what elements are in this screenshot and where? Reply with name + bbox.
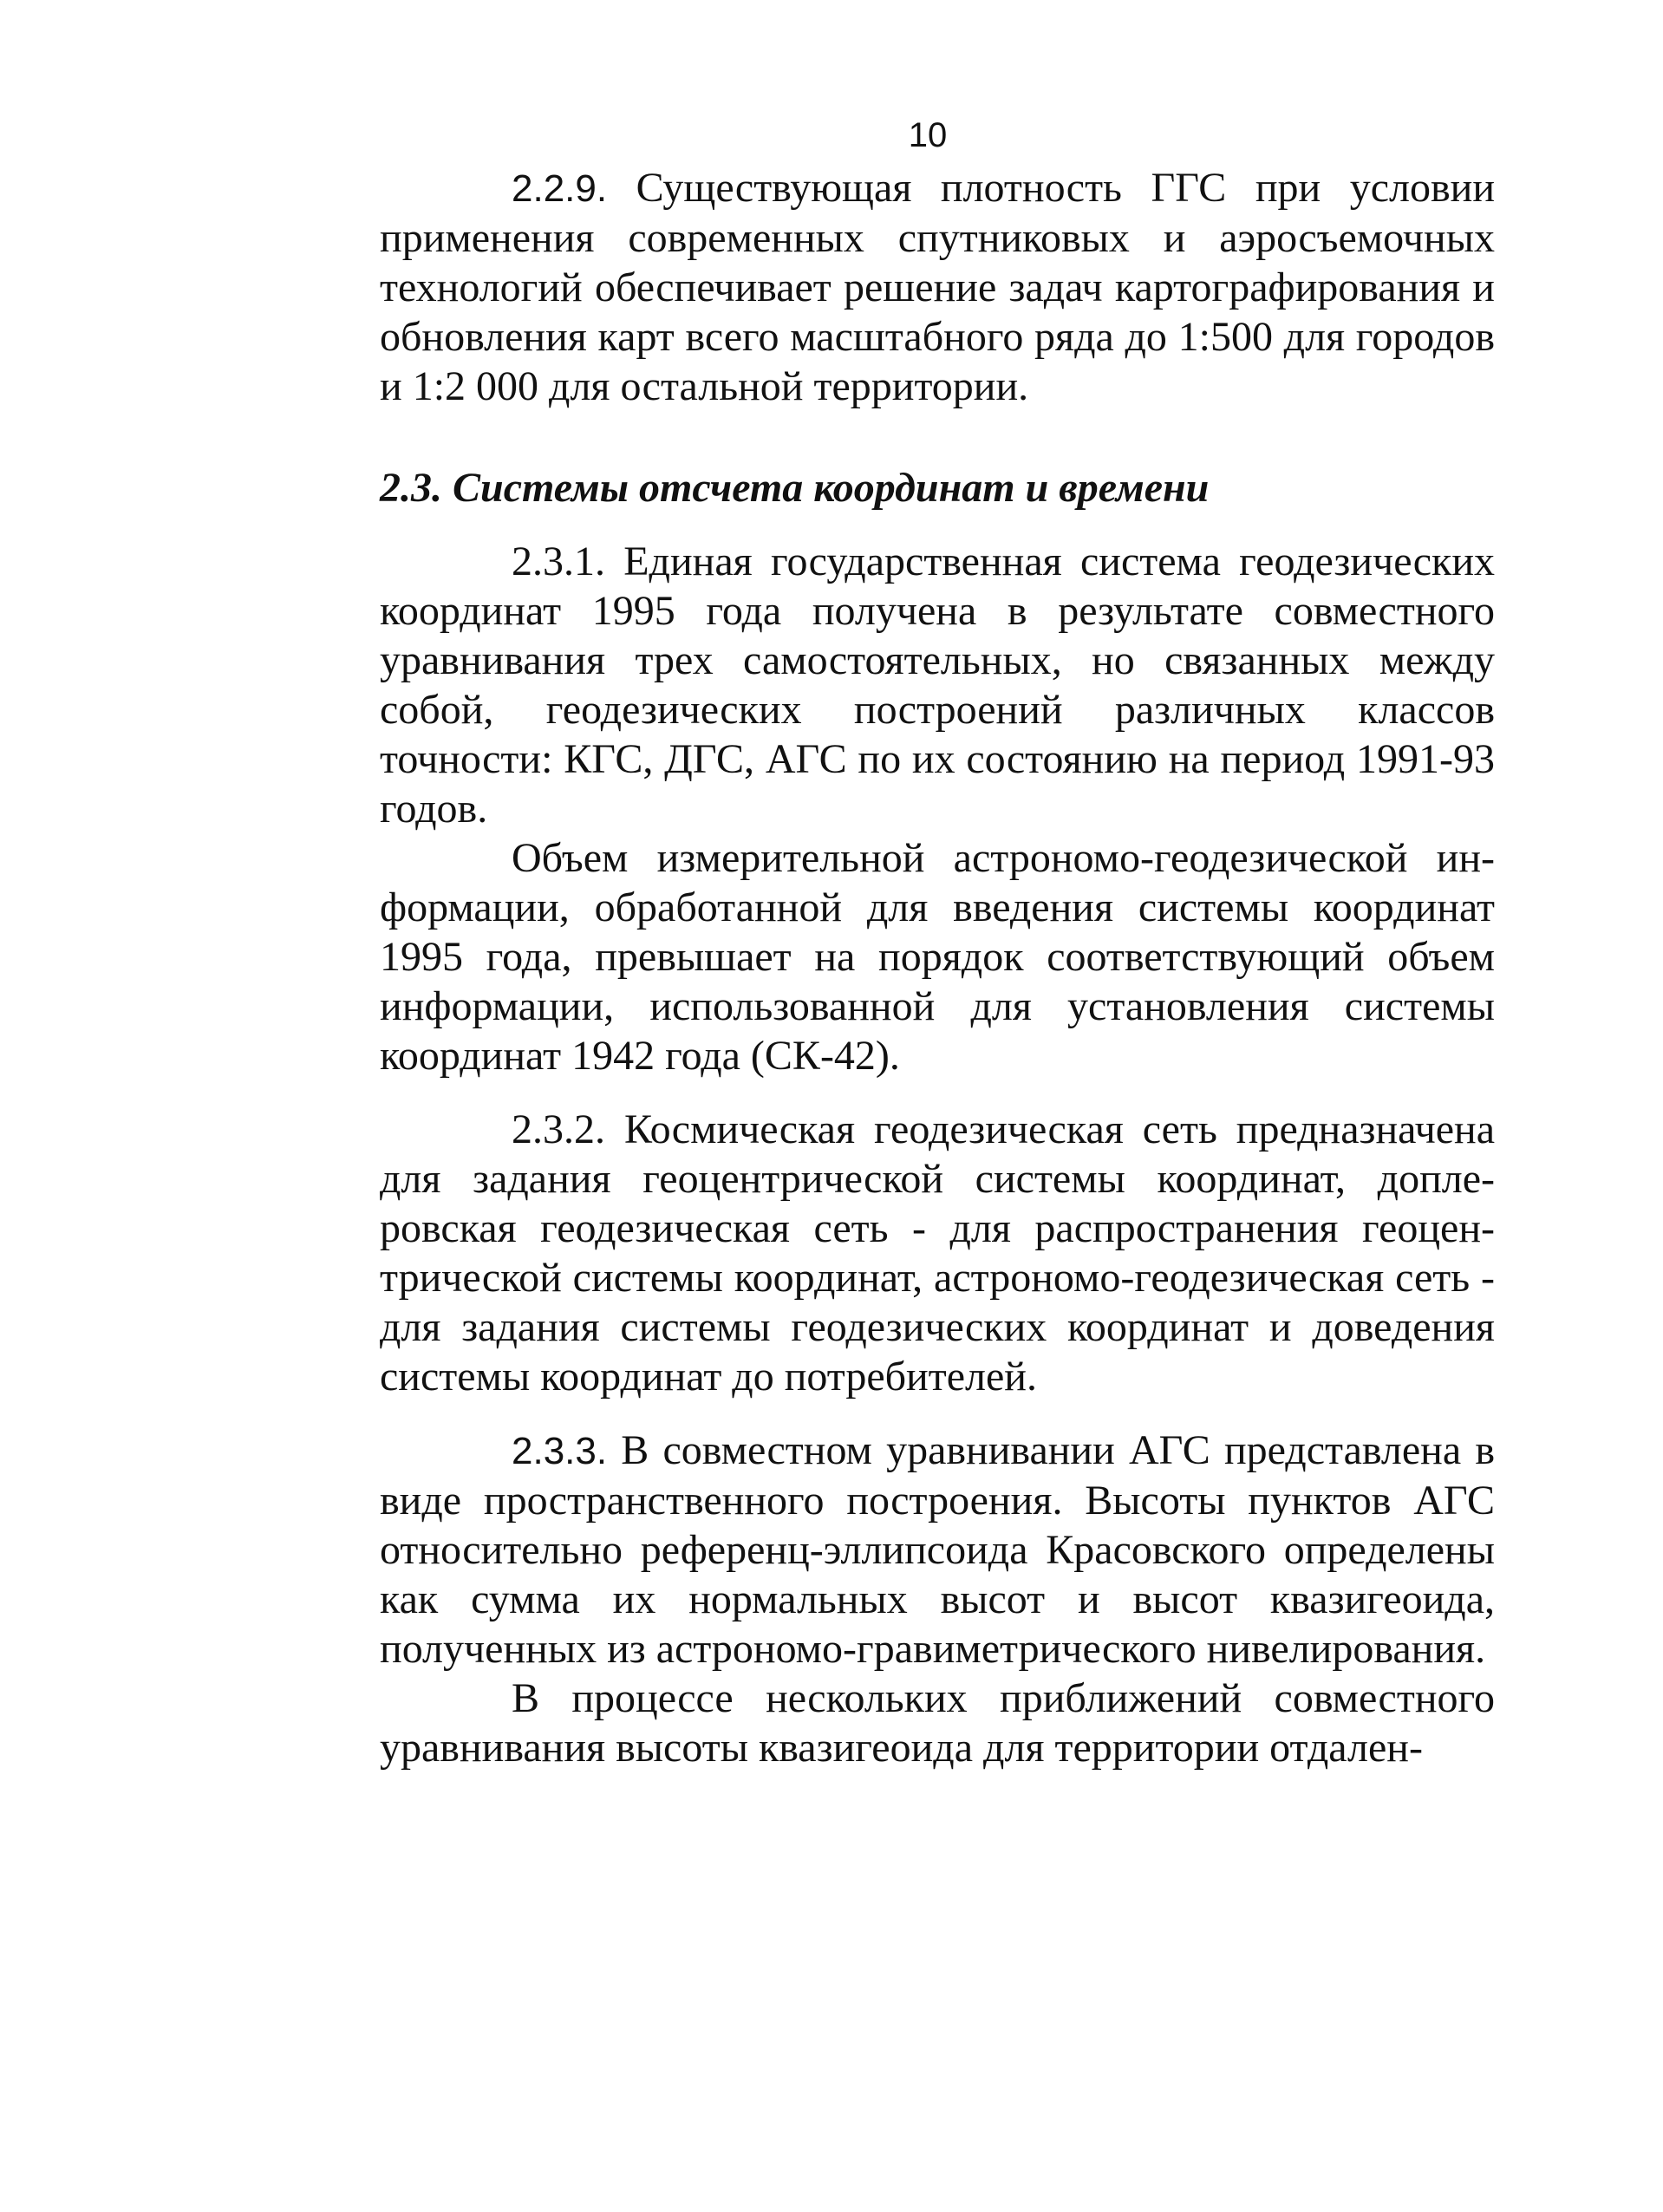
paragraph-text: Космическая геодезическая сеть предназначена для задания геоцентрической системы координат, доплеровская геодезическая сеть - для распространения геоцентрической системы координат, астрономо-геодезическая сеть - для задания системы геодезических координат и доведения системы координат до потребителей. bbox=[380, 1106, 1495, 1400]
paragraph-2-3-1 bbox=[380, 537, 1495, 833]
paragraph-2-3-3-continued bbox=[380, 1674, 1495, 1772]
paragraph-text: Единая государственная система геодезических координат 1995 года получена в результате совместного уравнивания трех самостоятельных, но связанных между собой, геодезических построений различных классов точности: КГС, ДГС, АГС по их состоянию на период 1991-93 годов. bbox=[380, 538, 1496, 832]
paragraph-text: Существующая плотность ГГС при условии применения современных спутниковых и аэросъемочных технологий обеспечивает решение задач картографирования и обновления карт всего масштабного ряда до 1:500 для городов и 1:2 000 для остальной территории. bbox=[380, 165, 1496, 409]
paragraph-2-3-1-continued bbox=[380, 833, 1495, 1080]
paragraph-2-2-9 bbox=[380, 163, 1495, 411]
paragraph-2-3-2 bbox=[380, 1105, 1495, 1401]
paragraph-text: В совместном уравнивании АГС представлена в виде пространственного построения. Высоты пунктов АГС относительно референц-эллипсоида Красовского определены как сумма их нормальных высот и высот квазигеоида, полученных из астрономо-гравиметрического нивелирования. bbox=[380, 1427, 1496, 1672]
page-content bbox=[380, 163, 1495, 1772]
clause-number: 2.3.2. bbox=[512, 1106, 605, 1152]
paragraph-text: Объем измерительной астрономо-геодезической информации, обработанной для введения системы координат 1995 года, превышает на порядок соответствующий объем информации, использованной для установления системы координат 1942 года (СК-42). bbox=[380, 835, 1495, 1079]
clause-number: 2.3.1. bbox=[512, 538, 605, 584]
paragraph-2-3-3 bbox=[380, 1426, 1495, 1674]
paragraph-text: В процессе нескольких приближений совместного уравнивания высоты квазигеоида для территории отдален- bbox=[380, 1675, 1495, 1771]
page-number: 10 bbox=[908, 116, 948, 154]
clause-number: 2.2.9. bbox=[512, 167, 608, 210]
section-heading: 2.3. Системы отсчета координат и времени bbox=[380, 465, 1210, 511]
clause-number: 2.3.3. bbox=[512, 1430, 608, 1472]
